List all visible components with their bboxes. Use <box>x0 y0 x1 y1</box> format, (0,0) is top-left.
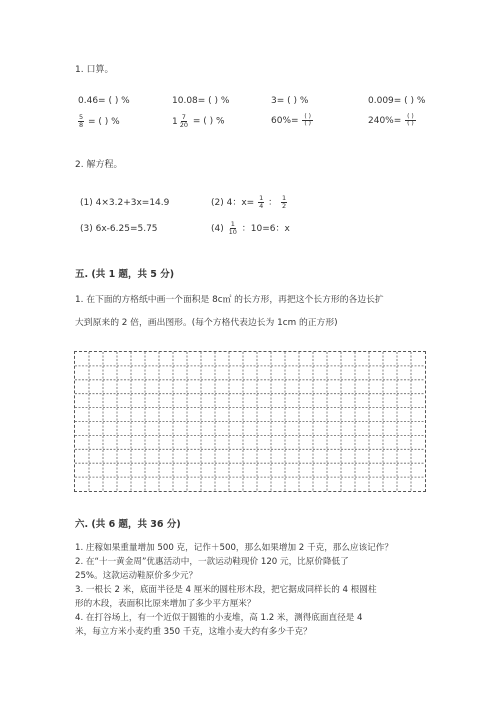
equation-1: (1) 4×3.2+3x=14.9 <box>80 198 170 208</box>
fraction <box>78 114 84 129</box>
grid-lines <box>75 352 425 491</box>
blank-fraction <box>302 114 313 127</box>
calc-item-7-lead: 60%= <box>271 116 299 126</box>
calc-item-6 <box>172 114 225 129</box>
calc-item-2: 10.08= ( ) % <box>172 96 230 106</box>
calc-item-5 <box>77 114 120 129</box>
equation-2 <box>211 195 288 210</box>
fraction <box>281 195 287 210</box>
fraction-denominator: 8 <box>79 121 84 129</box>
section-5-title: 五. (共 1 题，共 5 分) <box>75 269 175 280</box>
calc-item-7 <box>271 114 313 127</box>
blank-numerator: ( ) <box>304 113 312 120</box>
fraction-denominator: 10 <box>228 228 237 236</box>
calc-item-1: 0.46= ( ) % <box>78 96 130 106</box>
section-6-line-5: 形的木段，表面积比原来增加了多少平方厘米？ <box>75 599 256 609</box>
section-6-line-7: 米，每立方米小麦约重 350 千克，这堆小麦大约有多少千克？ <box>75 627 312 637</box>
blank-denominator: ( ) <box>407 120 414 127</box>
section-6-line-2: 2. 在“十一黄金周”优惠活动中，一款运动鞋现价 120 元，比原价降低了 <box>75 557 349 567</box>
blank-fraction <box>405 114 416 127</box>
section-6-line-6: 4. 在打谷场上，有一个近似于圆锥的小麦堆，高 1.2 米，测得底面直径是 4 <box>75 613 363 623</box>
calc-item-6-rest: = ( ) % <box>192 116 225 127</box>
calc-title: 1. 口算。 <box>75 65 114 75</box>
equation-3: (3) 6x-6.25=5.75 <box>80 224 158 234</box>
equation-title: 2. 解方程。 <box>75 160 123 170</box>
fraction-numerator: 5 <box>79 113 84 121</box>
equation-4 <box>211 221 290 236</box>
equation-4-rest: ：10=6：x <box>241 224 290 234</box>
equation-2-ratio: ： <box>268 198 278 208</box>
section-6-line-3: 25%。这款运动鞋原价多少元？ <box>75 571 198 581</box>
fraction-numerator: 7 <box>181 113 186 121</box>
grid-paper[interactable] <box>74 351 426 492</box>
section-6-title: 六. (共 6 题，共 36 分) <box>75 519 181 530</box>
fraction <box>258 195 264 210</box>
equation-2-lead: (2) 4：x= <box>211 198 255 208</box>
fraction-numerator: 1 <box>230 220 235 228</box>
mixed-whole: 1 <box>172 116 178 127</box>
section-6-line-4: 3. 一根长 2 米，底面半径是 4 厘米的圆柱形木段，把它据成同样长的 4 根圆柱 <box>75 585 377 595</box>
fraction-denominator: 2 <box>281 202 287 210</box>
calc-item-8-lead: 240%= <box>368 116 402 126</box>
fraction-denominator: 4 <box>259 202 264 210</box>
mixed-number <box>172 114 190 129</box>
fraction-numerator: 1 <box>281 194 287 202</box>
section-5-question-line-2: 大到原来的 2 倍，画出图形。(每个方格代表边长为 1cm 的正方形) <box>75 318 338 328</box>
fraction <box>179 114 189 129</box>
calc-item-8 <box>368 114 416 127</box>
section-5-question-line-1: 1. 在下面的方格纸中画一个面积是 8c㎡ 的长方形，再把这个长方形的各边长扩 <box>75 295 384 305</box>
fraction-denominator: 20 <box>179 121 189 129</box>
fraction-numerator: 1 <box>259 194 264 202</box>
calc-item-5-rest: = ( ) % <box>88 117 120 127</box>
equation-4-lead: (4) <box>211 224 224 234</box>
section-6-line-1: 1. 庄稼如果重量增加 500 克，记作＋500，那么如果增加 2 千克，那么应该记作？ <box>75 543 393 553</box>
fraction <box>228 221 238 236</box>
blank-numerator: ( ) <box>407 113 414 120</box>
calc-item-3: 3= ( ) % <box>271 96 309 106</box>
blank-denominator: ( ) <box>304 120 312 127</box>
calc-item-4: 0.009= ( ) % <box>368 96 426 106</box>
